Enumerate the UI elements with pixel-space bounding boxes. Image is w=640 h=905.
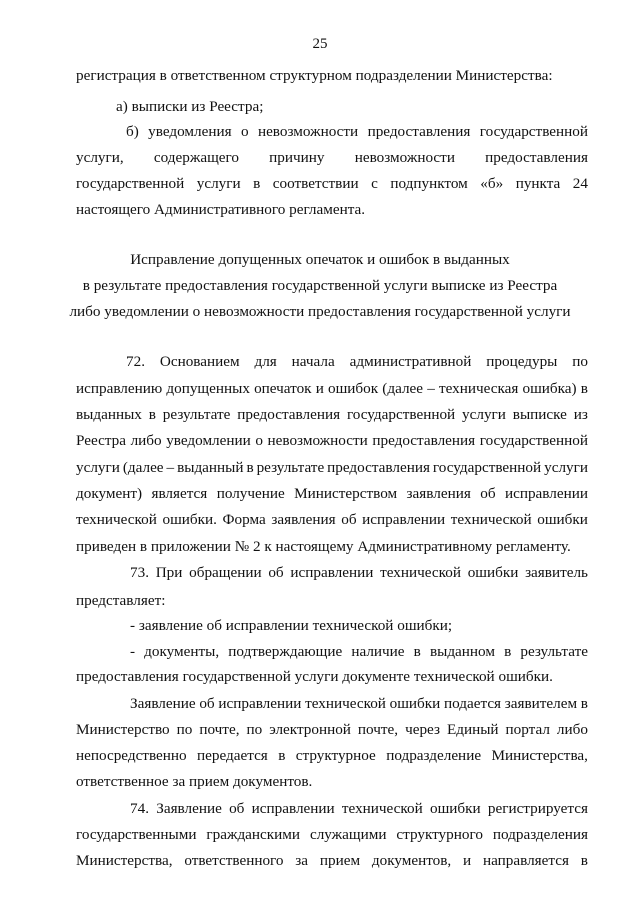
- word: в: [246, 459, 254, 476]
- word: административной: [349, 353, 472, 370]
- word: государственной: [432, 459, 542, 476]
- word: Министерства,: [76, 852, 173, 869]
- word: в: [580, 380, 588, 397]
- word: государственной: [346, 406, 456, 423]
- text-line: ответственное за прием документов.: [76, 773, 313, 790]
- word: документ): [76, 485, 143, 502]
- justified-line: [126, 352, 588, 372]
- word: государственной: [479, 432, 588, 449]
- word: гражданскими: [206, 826, 301, 843]
- section-heading-line-2: в результате предоставления государственной услуги выписке из Реестра: [82, 277, 558, 294]
- word: и: [463, 852, 472, 869]
- word: почте,: [357, 721, 399, 738]
- justified-line: [76, 851, 588, 871]
- word: уведомлении: [166, 432, 251, 449]
- word: подается: [444, 695, 502, 712]
- word: регистрируется: [487, 800, 588, 817]
- word: ошибки: [429, 800, 481, 817]
- word: допущенных: [166, 380, 250, 397]
- word: структурное: [295, 747, 376, 764]
- word: и: [315, 380, 324, 397]
- justified-line: [76, 484, 588, 504]
- word: причину: [269, 149, 325, 166]
- justified-line: [76, 174, 588, 194]
- word: в: [580, 695, 588, 712]
- word: в: [148, 406, 156, 423]
- word: содержащего: [153, 149, 239, 166]
- text-line: приведен в приложении № 2 к настоящему Административному регламенту.: [76, 538, 571, 555]
- word: выданный: [177, 459, 244, 476]
- word: Основанием: [159, 353, 240, 370]
- justified-line: [130, 642, 588, 662]
- word: исправлению: [76, 380, 163, 397]
- word: соответствии: [272, 175, 359, 192]
- word: предоставления: [327, 459, 430, 476]
- word: ошибки.: [162, 511, 217, 528]
- text-line: представляет:: [76, 592, 166, 609]
- word: в: [278, 747, 286, 764]
- justified-line: [130, 694, 588, 714]
- word: выданном: [429, 643, 495, 660]
- word: по: [176, 721, 193, 738]
- justified-line: [76, 148, 588, 168]
- word: технической: [341, 800, 423, 817]
- word: предоставления: [372, 432, 476, 449]
- word: исправлении: [504, 485, 588, 502]
- word: 74.: [130, 800, 149, 817]
- word: уведомления: [148, 123, 232, 140]
- word: в: [580, 852, 588, 869]
- word: выданных: [76, 406, 142, 423]
- word: обращении: [189, 564, 262, 581]
- word: через: [405, 721, 440, 738]
- word: технической: [76, 511, 157, 528]
- word: исправлении: [290, 564, 374, 581]
- word: подпунктом: [390, 175, 468, 192]
- word: в: [253, 175, 261, 192]
- word: Министерства,: [491, 747, 588, 764]
- word: услуги: [462, 406, 506, 423]
- justified-line: [76, 720, 588, 740]
- word: 73.: [130, 564, 149, 581]
- word: При: [155, 564, 183, 581]
- section-heading-line-1: Исправление допущенных опечаток и ошибок в выданных: [130, 251, 510, 268]
- justified-line: [76, 825, 588, 845]
- word: услуги: [196, 175, 241, 192]
- word: о: [255, 432, 263, 449]
- word: заявления: [406, 485, 471, 502]
- justified-line: [76, 746, 588, 766]
- word: Министерство: [76, 721, 170, 738]
- word: начала: [291, 353, 335, 370]
- word: в: [413, 643, 421, 660]
- word: -: [130, 643, 136, 660]
- word: об: [341, 511, 357, 528]
- word: Форма: [222, 511, 266, 528]
- word: непосредственно: [76, 747, 187, 764]
- word: направляется: [483, 852, 569, 869]
- word: документов,: [371, 852, 452, 869]
- word: ошибки: [537, 511, 588, 528]
- word: ошибки: [467, 564, 519, 581]
- word: либо: [556, 721, 588, 738]
- word: Единый: [446, 721, 499, 738]
- word: документы,: [144, 643, 220, 660]
- word: государственной: [479, 123, 588, 140]
- word: Заявление: [156, 800, 222, 817]
- word: об: [199, 695, 215, 712]
- word: технической: [450, 511, 532, 528]
- justified-line: [130, 799, 588, 819]
- justified-line: [76, 379, 588, 399]
- word: опечаток: [254, 380, 312, 397]
- word: почте,: [199, 721, 240, 738]
- justified-line: [126, 122, 588, 142]
- text-line: а) выписки из Реестра;: [116, 98, 264, 115]
- word: по: [572, 353, 588, 370]
- word: (далее: [122, 459, 164, 476]
- word: о: [240, 123, 249, 140]
- word: –: [427, 380, 435, 397]
- word: с: [371, 175, 378, 192]
- word: об: [480, 485, 496, 502]
- word: результате: [162, 406, 231, 423]
- word: электронной: [269, 721, 351, 738]
- word: результате: [520, 643, 588, 660]
- word: пункта: [515, 175, 561, 192]
- text-line: регистрация в ответственном структурном подразделении Министерства:: [76, 67, 553, 84]
- word: «б»: [480, 175, 504, 192]
- word: служащими: [309, 826, 387, 843]
- word: процедуры: [486, 353, 558, 370]
- word: подтверждающие: [228, 643, 343, 660]
- word: технической: [305, 695, 386, 712]
- word: услуги: [544, 459, 588, 476]
- word: услуги: [76, 459, 120, 476]
- word: из: [573, 406, 588, 423]
- word: передается: [197, 747, 268, 764]
- word: Министерством: [294, 485, 398, 502]
- word: портал: [505, 721, 550, 738]
- word: получение: [216, 485, 285, 502]
- word: заявителем: [504, 695, 578, 712]
- word: подразделение: [386, 747, 482, 764]
- word: ответственного: [184, 852, 284, 869]
- word: невозможности: [354, 149, 455, 166]
- word: за: [295, 852, 309, 869]
- word: об: [229, 800, 245, 817]
- justified-line: [76, 431, 588, 451]
- word: наличие: [351, 643, 405, 660]
- justified-line: [76, 510, 588, 530]
- word: 24: [572, 175, 588, 192]
- word: результате: [256, 459, 325, 476]
- word: об: [268, 564, 284, 581]
- word: прием: [319, 852, 361, 869]
- word: либо: [130, 432, 162, 449]
- section-heading-line-3: либо уведомлении о невозможности предоставления государственной услуги: [69, 303, 571, 320]
- word: (далее: [382, 380, 424, 397]
- page-number: 25: [312, 36, 328, 52]
- word: 72.: [126, 353, 145, 370]
- word: техническая: [438, 380, 519, 397]
- word: структурного: [396, 826, 483, 843]
- word: ошибка): [522, 380, 577, 397]
- word: невозможности: [267, 432, 368, 449]
- word: б): [126, 123, 139, 140]
- word: невозможности: [257, 123, 359, 140]
- word: государственными: [76, 826, 197, 843]
- justified-line: [130, 563, 588, 583]
- word: –: [166, 459, 175, 476]
- word: услуги,: [76, 149, 124, 166]
- word: заявления: [271, 511, 336, 528]
- list-item: - заявление об исправлении технической ошибки;: [130, 617, 453, 634]
- word: является: [151, 485, 208, 502]
- word: заявитель: [525, 564, 588, 581]
- text-line: предоставления государственной услуги документе технической ошибки.: [76, 668, 553, 685]
- word: подразделения: [492, 826, 588, 843]
- text-line: настоящего Административного регламента.: [76, 201, 366, 218]
- word: предоставления: [237, 406, 341, 423]
- word: выписке: [512, 406, 567, 423]
- justified-line: [76, 458, 588, 478]
- justified-line: [76, 405, 588, 425]
- word: технической: [380, 564, 461, 581]
- word: государственной: [76, 175, 185, 192]
- word: ошибки: [389, 695, 441, 712]
- word: для: [254, 353, 277, 370]
- word: Заявление: [130, 695, 196, 712]
- word: исправлении: [218, 695, 302, 712]
- word: Реестра: [76, 432, 127, 449]
- word: предоставления: [367, 123, 471, 140]
- word: по: [246, 721, 263, 738]
- word: ошибок: [328, 380, 379, 397]
- word: исправлении: [362, 511, 446, 528]
- word: исправлении: [251, 800, 335, 817]
- word: предоставления: [485, 149, 588, 166]
- word: в: [504, 643, 512, 660]
